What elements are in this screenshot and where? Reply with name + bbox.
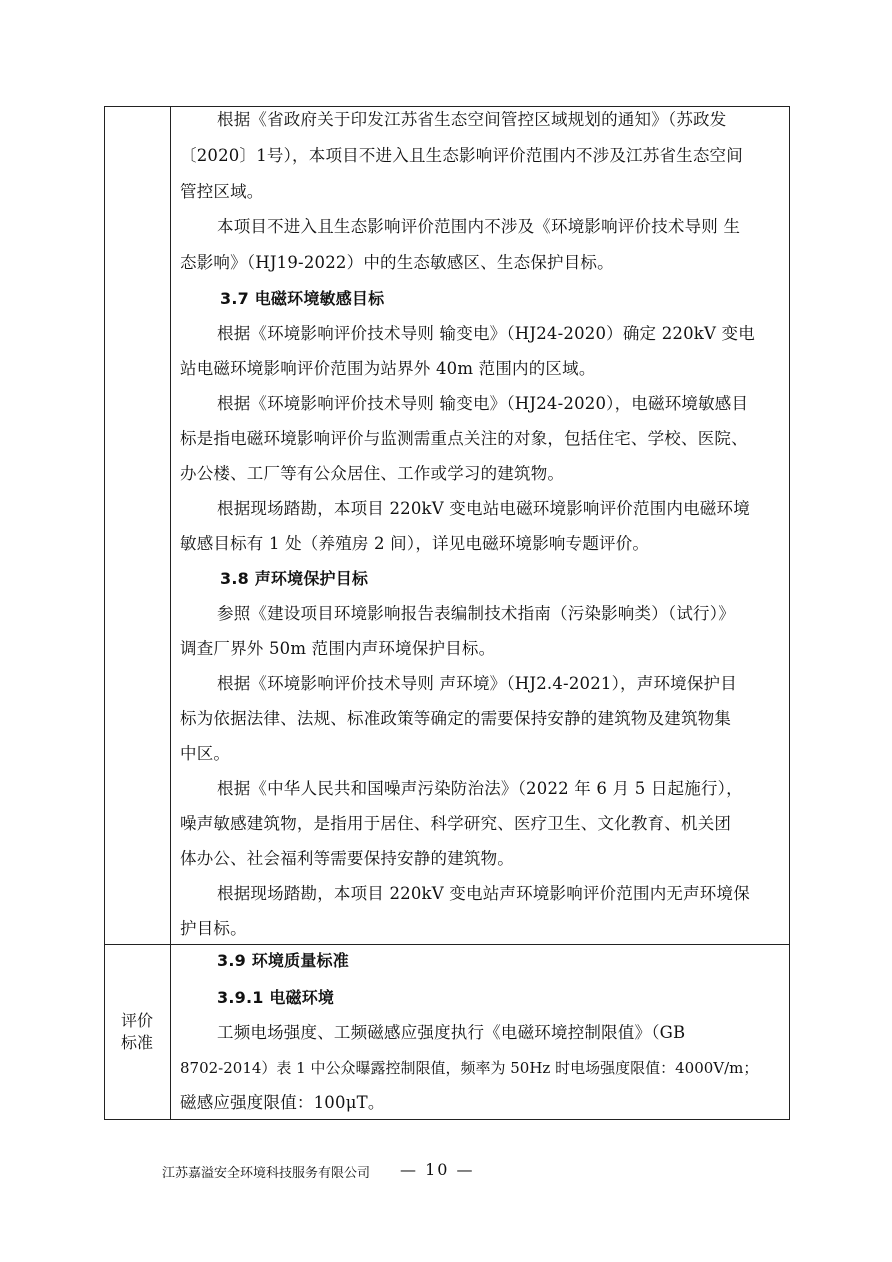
paragraph-line: 根据现场踏勘，本项目 220kV 变电站电磁环境影响评价范围内电磁环境: [217, 499, 750, 518]
paragraph-line: 〔2020〕1号），本项目不进入且生态影响评价范围内不涉及江苏省生态空间: [180, 146, 743, 165]
section-heading: 3.7 电磁环境敏感目标: [220, 289, 385, 308]
paragraph-line: 工频电场强度、工频磁感应强度执行《电磁环境控制限值》（GB: [217, 1023, 686, 1042]
paragraph-line: 8702-2014）表 1 中公众曝露控制限值，频率为 50Hz 时电场强度限值：4000V/m；: [180, 1059, 759, 1077]
paragraph-line: 护目标。: [180, 919, 247, 938]
paragraph-line: 本项目不进入且生态影响评价范围内不涉及《环境影响评价技术导则 生: [217, 217, 741, 236]
paragraph-line: 根据现场踏勘，本项目 220kV 变电站声环境影响评价范围内无声环境保: [217, 884, 750, 903]
paragraph-line: 体办公、社会福利等需要保持安静的建筑物。: [180, 849, 514, 868]
paragraph-line: 标是指电磁环境影响评价与监测需重点关注的对象，包括住宅、学校、医院、: [180, 429, 748, 448]
paragraph-line: 中区。: [180, 744, 231, 763]
paragraph-line: 根据《环境影响评价技术导则 输变电》（HJ24-2020），电磁环境敏感目: [217, 394, 749, 413]
paragraph-line: 敏感目标有 1 处（养殖房 2 间），详见电磁环境影响专题评价。: [180, 534, 650, 553]
paragraph-line: 办公楼、工厂等有公众居住、工作或学习的建筑物。: [180, 464, 565, 483]
paragraph-line: 磁感应强度限值：100μT。: [180, 1093, 385, 1112]
row-label-line: 标准: [120, 1033, 153, 1052]
section-heading: 3.8 声环境保护目标: [220, 569, 369, 588]
footer-company: 江苏嘉溢安全环境科技服务有限公司: [162, 1166, 371, 1181]
paragraph-line: 根据《环境影响评价技术导则 声环境》（HJ2.4-2021），声环境保护目: [217, 674, 737, 693]
section-heading: 3.9 环境质量标准: [217, 951, 349, 970]
row-label: [104, 1010, 170, 1054]
paragraph-line: 标为依据法律、法规、标准政策等确定的需要保持安静的建筑物及建筑物集: [180, 709, 732, 728]
paragraph-line: 根据《省政府关于印发江苏省生态空间管控区域规划的通知》（苏政发: [217, 110, 727, 129]
row-label-line: 评价: [120, 1011, 153, 1030]
paragraph-line: 根据《中华人民共和国噪声污染防治法》（2022 年 6 月 5 日起施行），: [217, 779, 743, 798]
subsection-heading: 3.9.1 电磁环境: [217, 988, 335, 1007]
paragraph-line: 根据《环境影响评价技术导则 输变电》（HJ24-2020）确定 220kV 变电: [217, 324, 755, 343]
paragraph-line: 噪声敏感建筑物，是指用于居住、科学研究、医疗卫生、文化教育、机关团: [180, 814, 732, 833]
column-divider: [170, 106, 171, 1120]
paragraph-line: 管控区域。: [180, 182, 264, 201]
paragraph-line: 态影响》（HJ19-2022）中的生态敏感区、生态保护目标。: [180, 253, 614, 272]
paragraph-line: 站电磁环境影响评价范围为站界外 40m 范围内的区域。: [180, 359, 596, 378]
page-number: — 10 —: [400, 1160, 475, 1179]
paragraph-line: 参照《建设项目环境影响报告表编制技术指南（污染影响类）（试行）》: [217, 604, 735, 623]
paragraph-line: 调查厂界外 50m 范围内声环境保护目标。: [180, 639, 496, 658]
